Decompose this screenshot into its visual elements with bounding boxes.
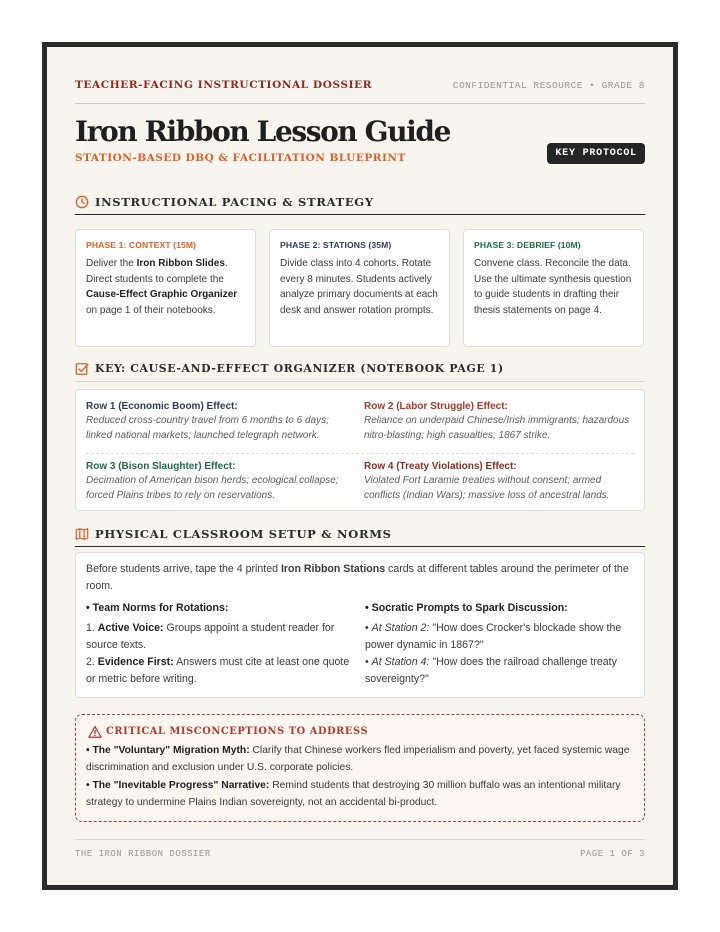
setup-intro-text-end: cards at different tables around the perimeter of the room.	[86, 563, 629, 592]
page-title: Iron Ribbon Lesson Guide	[75, 115, 450, 148]
phase-title: PHASE 2: STATIONS (35M)	[280, 240, 392, 250]
key-row-3	[86, 461, 354, 503]
page-content	[75, 47, 645, 885]
team-norms-heading: • Team Norms for Rotations:	[86, 602, 229, 614]
cause-effect-key-card	[75, 389, 645, 511]
page-footer	[75, 839, 645, 859]
norm-number: 2.	[86, 656, 98, 669]
norm-bold: Evidence First:	[97, 656, 174, 669]
team-norms-column	[86, 600, 356, 688]
key-row-label: Row 1 (Economic Boom) Effect:	[86, 401, 238, 412]
prompt-station: At Station 2:	[371, 622, 430, 634]
phase-body-text: Divide class into 4 cohorts. Rotate every 8 minutes. Students actively analyze primary documents at each desk and answer rotation prompts.	[280, 258, 438, 317]
setup-section-header	[75, 526, 645, 547]
misconception-item	[86, 778, 632, 811]
misconception-bold: • The "Inevitable Progress" Narrative:	[86, 780, 270, 791]
socratic-prompts-column	[365, 600, 635, 688]
clock-icon	[75, 195, 89, 209]
phase-body-bold: Cause-Effect Graphic Organizer	[86, 289, 238, 301]
key-row-text: Decimation of American bison herds; ecological collapse; forced Plains tribes to rely on reservations.	[86, 475, 339, 501]
prompt-text: "How does the railroad challenge treaty sovereignty?"	[365, 656, 617, 685]
pacing-section-header	[75, 194, 645, 215]
key-row-text: Violated Fort Laramie treaties without consent; armed conflicts (Indian Wars); massive loss of ancestral lands.	[364, 475, 610, 501]
key-section-title: KEY: CAUSE-AND-EFFECT ORGANIZER (NOTEBOOK PAGE 1)	[95, 362, 504, 375]
key-row-label: Row 4 (Treaty Violations) Effect:	[364, 461, 517, 472]
norm-item	[86, 654, 356, 687]
page-subtitle: STATION-BASED DBQ & FACILITATION BLUEPRINT	[75, 152, 406, 164]
misconceptions-card	[75, 714, 645, 822]
pacing-section-title: INSTRUCTIONAL PACING & STRATEGY	[95, 195, 374, 209]
phase-body	[474, 256, 633, 319]
setup-intro-text: Before students arrive, tape the 4 printed	[86, 563, 281, 575]
phase-title: PHASE 1: CONTEXT (15M)	[86, 240, 197, 250]
key-row-text: Reliance on underpaid Chinese/Irish immigrants; hazardous nitro-blasting; high casualties; 1867 strike.	[364, 415, 630, 441]
key-row-2	[364, 401, 632, 443]
norm-text: Answers must cite at least one quote or metric before writing.	[86, 656, 350, 685]
misconception-text: Remind students that destroying 30 million buffalo was an intentional military strategy to undermine Plains Indian sovereignty, not an accidental bi-product.	[86, 780, 621, 808]
setup-section-title: PHYSICAL CLASSROOM SETUP & NORMS	[95, 527, 392, 541]
dossier-label: TEACHER-FACING INSTRUCTIONAL DOSSIER	[75, 79, 373, 91]
norm-text: Groups appoint a student reader for source texts.	[86, 622, 335, 651]
key-section-header	[75, 361, 645, 382]
key-row-label: Row 2 (Labor Struggle) Effect:	[364, 401, 508, 412]
top-bar	[75, 75, 645, 104]
phase-body-text: Deliver the	[86, 258, 137, 269]
phase-body-text: Convene class. Reconcile the data. Use the ultimate synthesis question to guide students in drafting their thesis statements on page 4.	[474, 258, 632, 317]
warning-icon	[88, 725, 102, 739]
footer-title: THE IRON RIBBON DOSSIER	[75, 849, 211, 859]
setup-intro	[86, 561, 630, 595]
norm-bold: Active Voice:	[97, 622, 164, 634]
phase-title: PHASE 3: DEBRIEF (10M)	[474, 240, 581, 250]
phase-body-bold: Iron Ribbon Slides	[136, 258, 225, 269]
prompt-item: • At Station 2: "How does Crocker's blockade show the power dynamic in 1867?"	[365, 622, 622, 651]
key-row-text: Reduced cross-country travel from 6 months to 6 days; linked national markets; launched telegraph network.	[86, 415, 329, 441]
misconception-text: Clarify that Chinese workers fled imperialism and poverty, yet faced systemic wage discrimination and exclusion under U.S. corporate policies.	[86, 745, 630, 773]
checkbox-icon	[75, 362, 89, 376]
prompt-station: At Station 4:	[371, 656, 430, 669]
key-protocol-badge: KEY PROTOCOL	[547, 143, 645, 164]
misconception-item	[86, 743, 632, 776]
key-row-1	[86, 401, 354, 443]
phase-body	[280, 256, 439, 319]
socratic-prompts-heading: • Socratic Prompts to Spark Discussion:	[365, 602, 568, 614]
page-number: PAGE 1 OF 3	[580, 849, 645, 859]
phase-card-1	[75, 229, 256, 347]
misconception-bold: • The "Voluntary" Migration Myth:	[86, 745, 250, 756]
phase-body-text: on page 1 of their notebooks.	[86, 305, 216, 317]
key-row-4	[364, 461, 632, 503]
norm-item	[86, 620, 356, 653]
phase-card-3	[463, 229, 644, 347]
phase-card-2	[269, 229, 450, 347]
map-icon	[75, 527, 89, 541]
key-divider	[86, 453, 634, 454]
phase-body-text: . Direct students to complete the	[86, 258, 228, 285]
key-row-label: Row 3 (Bison Slaughter) Effect:	[86, 461, 236, 472]
confidential-label: CONFIDENTIAL RESOURCE • GRADE 8	[452, 80, 645, 91]
classroom-setup-card	[75, 552, 645, 698]
setup-intro-bold: Iron Ribbon Stations	[280, 563, 386, 575]
prompt-text: "How does Crocker's blockade show the power dynamic in 1867?"	[365, 622, 622, 651]
misconceptions-title: CRITICAL MISCONCEPTIONS TO ADDRESS	[106, 726, 369, 737]
prompt-item: • At Station 4: "How does the railroad challenge treaty sovereignty?"	[365, 656, 617, 685]
norm-number: 1.	[86, 622, 98, 634]
document-page	[42, 42, 678, 890]
phase-body	[86, 256, 245, 319]
